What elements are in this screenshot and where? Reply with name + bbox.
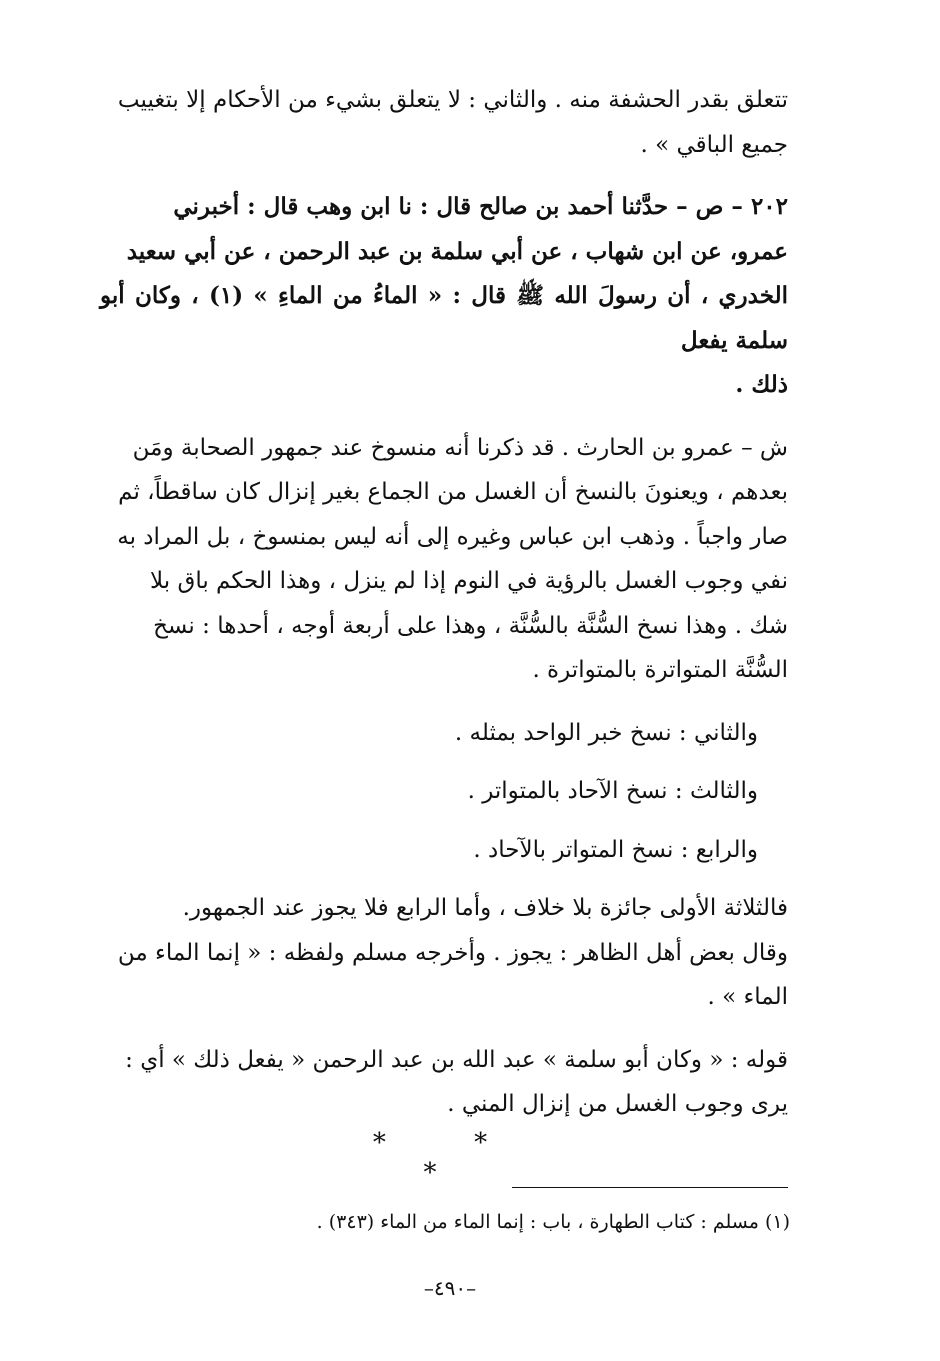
text-line: شك . وهذا نسخ السُّنَّة بالسُّنَّة ، وهذا على أربعة أوجه ، أحدها : نسخ: [153, 612, 788, 639]
text-line: ٢٠٢ – ص – حدَّثنا أحمد بن صالح قال : نا ابن وهب قال : أخبرني: [173, 193, 788, 220]
text-line: الماء » .: [707, 984, 788, 1010]
text-line: فالثلاثة الأولى جائزة بلا خلاف ، وأما الرابع فلا يجوز عند الجمهور.: [182, 895, 788, 921]
paragraph-qawluh: [100, 1038, 788, 1127]
text-line: تتعلق بقدر الحشفة منه . والثاني : لا يتعلق بشيء من الأحكام إلا بتغييب: [117, 87, 788, 113]
text-line: نفي وجوب الغسل بالرؤية في النوم إذا لم ينزل ، وهذا الحكم باق بلا: [150, 568, 788, 594]
footnote-rule: [512, 1187, 788, 1188]
text-line: صار واجباً . وذهب ابن عباس وغيره إلى أنه ليس بمنسوخ ، بل المراد به: [117, 523, 788, 550]
list-item-second: والثاني : نسخ خبر الواحد بمثله .: [454, 719, 758, 746]
sharh-commentary: [100, 426, 788, 693]
paragraph-conclusion: [100, 886, 788, 1020]
text-line: وقال بعض أهل الظاهر : يجوز . وأخرجه مسلم ولفظه : « إنما الماء من: [117, 939, 788, 966]
page-number: –٤٩٠–: [423, 1276, 477, 1300]
list-item-fourth: والرابع : نسخ المتواتر بالآحاد .: [473, 836, 758, 863]
text-line: بعدهم ، ويعنونَ بالنسخ أن الغسل من الجماع بغير إنزال كان ساقطاً، ثم: [118, 479, 788, 505]
text-line: الخدري ، أن رسولَ الله ﷺ قال : « الماءُ من الماءِ » (١) ، وكان أبو سلمة يفعل: [100, 282, 788, 354]
text-line: ذلك .: [735, 371, 788, 398]
paragraph-continuation: [100, 78, 788, 167]
text-line: جميع الباقي » .: [640, 131, 788, 158]
text-line: عمرو، عن ابن شهاب ، عن أبي سلمة بن عبد الرحمن ، عن أبي سعيد: [126, 237, 788, 265]
text-line: قوله : « وكان أبو سلمة » عبد الله بن عبد الرحمن « يفعل ذلك » أي :: [125, 1046, 788, 1073]
page-body: [100, 78, 788, 1145]
text-line: السُّنَّة المتواترة بالمتواترة .: [532, 657, 788, 683]
text-line: ش – عمرو بن الحارث . قد ذكرنا أنه منسوخ عند جمهور الصحابة ومَن: [132, 434, 788, 461]
footnote: (١) مسلم : كتاب الطهارة ، باب : إنما الماء من الماء (٣٤٣) .: [316, 1211, 790, 1233]
section-divider-stars: * * *: [372, 1128, 528, 1188]
hadith-text: [100, 185, 788, 408]
text-line: يرى وجوب الغسل من إنزال المني .: [447, 1091, 788, 1117]
list-item-third: والثالث : نسخ الآحاد بالمتواتر .: [467, 778, 758, 804]
